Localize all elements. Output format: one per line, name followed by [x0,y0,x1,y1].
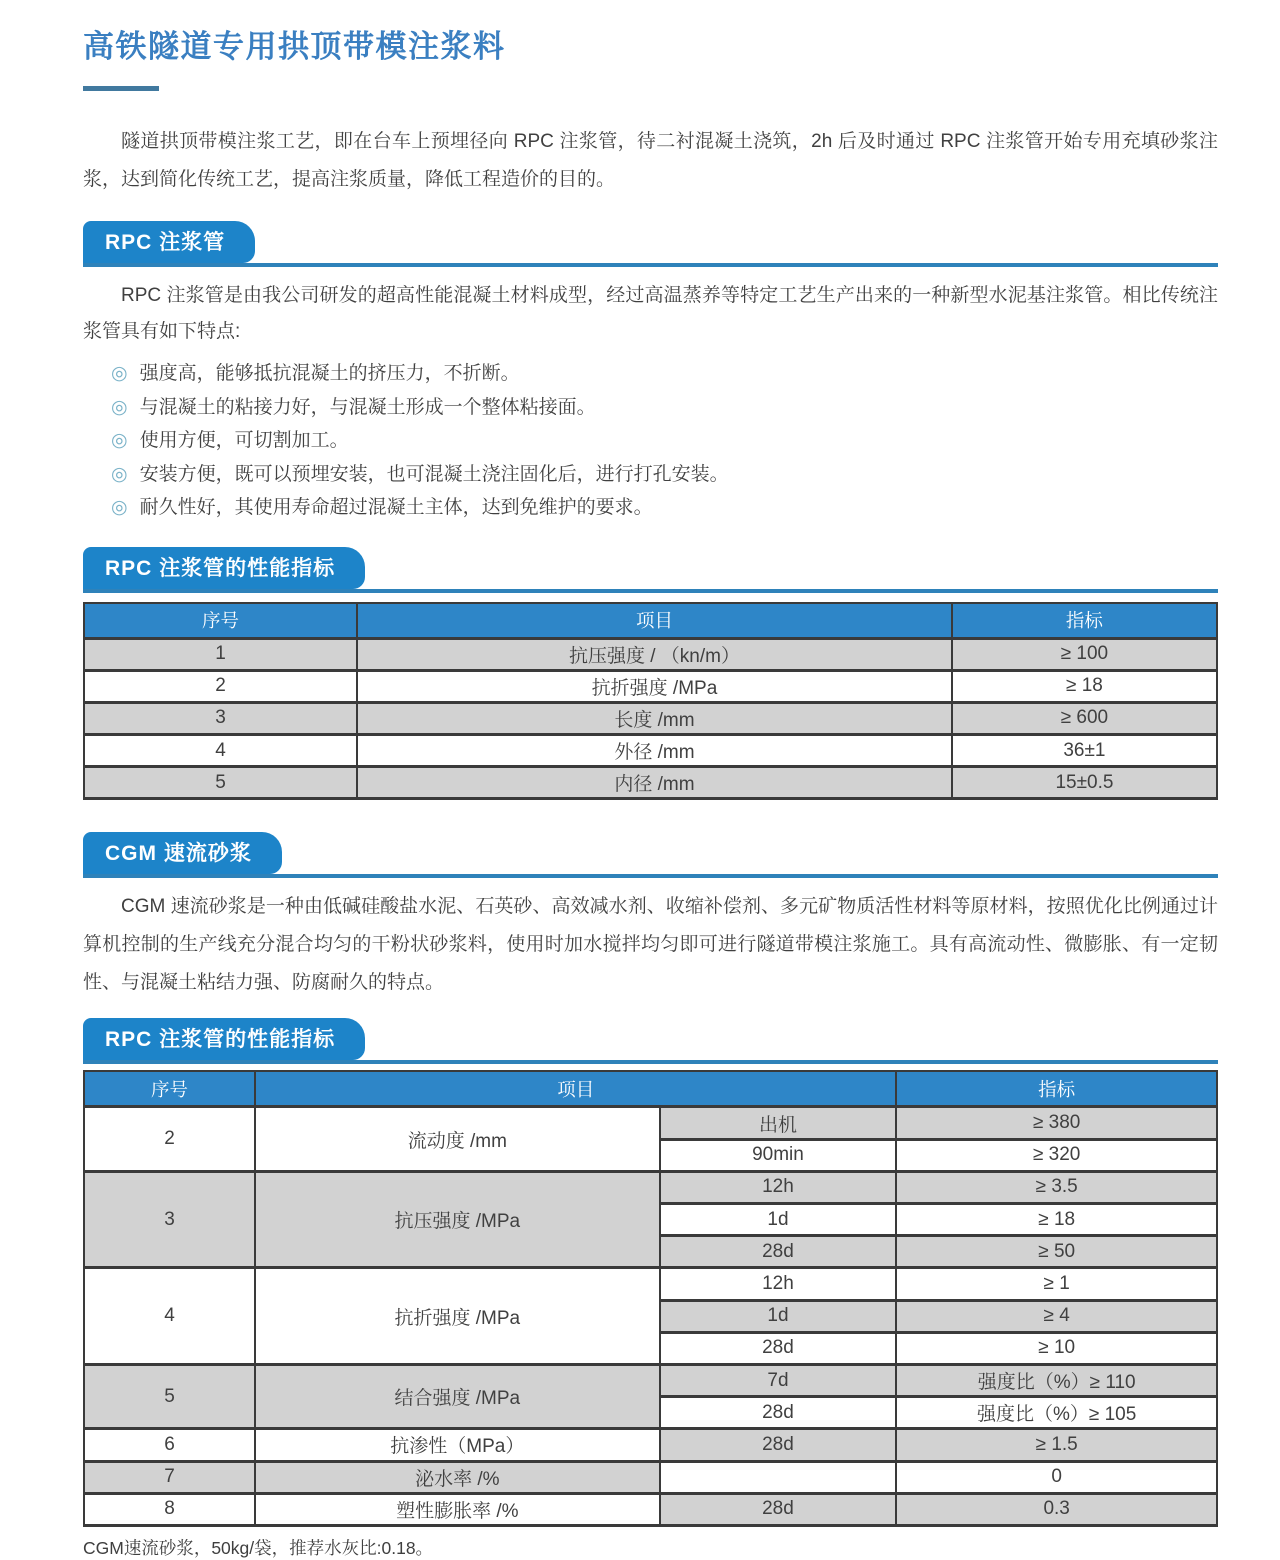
table-row [84,1171,1217,1203]
table-row [84,735,1217,767]
cell-item: 塑性膨胀率 /% [255,1493,659,1525]
table-row [84,767,1217,799]
section-header-rpc-pipe [83,221,1218,267]
cell-index: 15±0.5 [952,767,1217,799]
section-tab: CGM 速流砂浆 [83,832,282,874]
cell-index: ≥ 3.5 [896,1171,1217,1203]
bullseye-bullet-icon: ◎ [111,430,128,451]
cell-no: 3 [84,702,357,734]
column-header-no: 序号 [84,603,357,639]
rpc-pipe-paragraph: RPC 注浆管是由我公司研发的超高性能混凝土材料成型，经过高温蒸养等特定工艺生产出来的一种新型水泥基注浆管。相比传统注浆管具有如下特点: [83,285,1218,342]
cell-item: 泌水率 /% [255,1461,659,1493]
table-header-row [84,603,1217,639]
table-row [84,1364,1217,1396]
cell-no: 5 [84,767,357,799]
cell-no: 1 [84,638,357,670]
table-row [84,1107,1217,1139]
cell-index: 0.3 [896,1493,1217,1525]
section-tab: RPC 注浆管的性能指标 [83,1018,365,1060]
feature-text: 耐久性好，其使用寿命超过混凝土主体，达到免维护的要求。 [139,497,653,518]
cgm-mortar-performance-table [83,1070,1218,1526]
cell-index: 强度比（%）≥ 110 [896,1364,1217,1396]
cell-condition [660,1461,897,1493]
cell-index: 36±1 [952,735,1217,767]
cell-no: 4 [84,735,357,767]
feature-text: 使用方便，可切割加工。 [139,430,349,451]
table-row [84,670,1217,702]
footnote: CGM速流砂浆，50kg/袋，推荐水灰比:0.18。 [83,1537,434,1558]
cell-index: ≥ 1 [896,1268,1217,1300]
section-tab: RPC 注浆管 [83,221,255,263]
cell-item: 抗折强度 /MPa [357,670,952,702]
feature-bullet [111,391,1218,425]
table-header-row [84,1071,1217,1107]
table-row [84,1268,1217,1300]
cell-item: 抗折强度 /MPa [255,1268,659,1365]
section-header-cgm [83,832,1218,878]
table-row [84,1493,1217,1525]
cell-no: 6 [84,1429,255,1461]
title-underline [83,86,159,91]
cell-condition: 12h [660,1171,897,1203]
cell-condition: 28d [660,1397,897,1429]
table-row [84,638,1217,670]
bullseye-bullet-icon: ◎ [111,463,128,485]
column-header-index: 指标 [896,1071,1217,1107]
cell-condition: 28d [660,1236,897,1268]
section-tab: RPC 注浆管的性能指标 [83,547,365,589]
feature-bullet [111,491,1218,525]
feature-list [111,357,1218,525]
bullseye-bullet-icon: ◎ [111,396,128,418]
feature-bullet [111,458,1218,492]
cell-no: 4 [84,1268,255,1365]
feature-text: 强度高，能够抵抗混凝土的挤压力，不折断。 [139,363,520,384]
cell-index: ≥ 10 [896,1332,1217,1364]
cell-item: 抗渗性（MPa） [255,1429,659,1461]
cell-condition: 1d [660,1300,897,1332]
section-header-cgm-performance [83,1018,1218,1064]
cell-index: ≥ 18 [952,670,1217,702]
cell-item: 结合强度 /MPa [255,1364,659,1428]
cell-index: ≥ 1.5 [896,1429,1217,1461]
cell-no: 5 [84,1364,255,1428]
cell-item: 抗压强度 /MPa [255,1171,659,1268]
cell-item: 内径 /mm [357,767,952,799]
cell-condition: 90min [660,1139,897,1171]
cell-condition: 1d [660,1204,897,1236]
cell-condition: 28d [660,1429,897,1461]
feature-text: 安装方便，既可以预埋安装，也可混凝土浇注固化后，进行打孔安装。 [139,463,729,485]
cell-condition: 出机 [660,1107,897,1139]
cell-item: 抗压强度 / （kn/m） [357,638,952,670]
cell-condition: 12h [660,1268,897,1300]
cell-index: 强度比（%）≥ 105 [896,1397,1217,1429]
feature-text: 与混凝土的粘接力好，与混凝土形成一个整体粘接面。 [139,396,596,418]
cell-index: ≥ 320 [896,1139,1217,1171]
column-header-no: 序号 [84,1071,255,1107]
cell-index: 0 [896,1461,1217,1493]
cell-index: ≥ 50 [896,1236,1217,1268]
bullseye-bullet-icon: ◎ [111,363,128,384]
cell-no: 2 [84,1107,255,1171]
intro-paragraph: 隧道拱顶带模注浆工艺，即在台车上预埋径向 RPC 注浆管，待二衬混凝土浇筑，2h 后及时通过 RPC 注浆管开始专用充填砂浆注浆，达到简化传统工艺，提高注浆质量，降低工程造价的目的。 [83,131,1218,190]
cell-index: ≥ 380 [896,1107,1217,1139]
cell-item: 外径 /mm [357,735,952,767]
cell-condition: 28d [660,1332,897,1364]
column-header-index: 指标 [952,603,1217,639]
feature-bullet [111,357,1218,391]
table-row [84,702,1217,734]
cell-index: ≥ 100 [952,638,1217,670]
cell-item: 流动度 /mm [255,1107,659,1171]
column-header-item: 项目 [255,1071,896,1107]
cell-index: ≥ 18 [896,1204,1217,1236]
section-header-rpc-performance [83,547,1218,593]
table-row [84,1429,1217,1461]
feature-bullet [111,424,1218,458]
rpc-pipe-performance-table [83,602,1218,801]
cell-condition: 7d [660,1364,897,1396]
cell-no: 7 [84,1461,255,1493]
page-title: 高铁隧道专用拱顶带模注浆料 [83,29,506,64]
column-header-item: 项目 [357,603,952,639]
cell-no: 3 [84,1171,255,1268]
bullseye-bullet-icon: ◎ [111,497,128,518]
table-row [84,1461,1217,1493]
cgm-paragraph: CGM 速流砂浆是一种由低碱硅酸盐水泥、石英砂、高效减水剂、收缩补偿剂、多元矿物质活性材料等原材料，按照优化比例通过计算机控制的生产线充分混合均匀的干粉状砂浆料，使用时加水搅拌均匀即可进行隧道带模注浆施工。具有高流动性、微膨胀、有一定韧性、与混凝土粘结力强、防腐耐久的特点。 [83,896,1218,994]
cell-no: 2 [84,670,357,702]
cell-index: ≥ 4 [896,1300,1217,1332]
cell-index: ≥ 600 [952,702,1217,734]
cell-item: 长度 /mm [357,702,952,734]
cell-condition: 28d [660,1493,897,1525]
cell-no: 8 [84,1493,255,1525]
